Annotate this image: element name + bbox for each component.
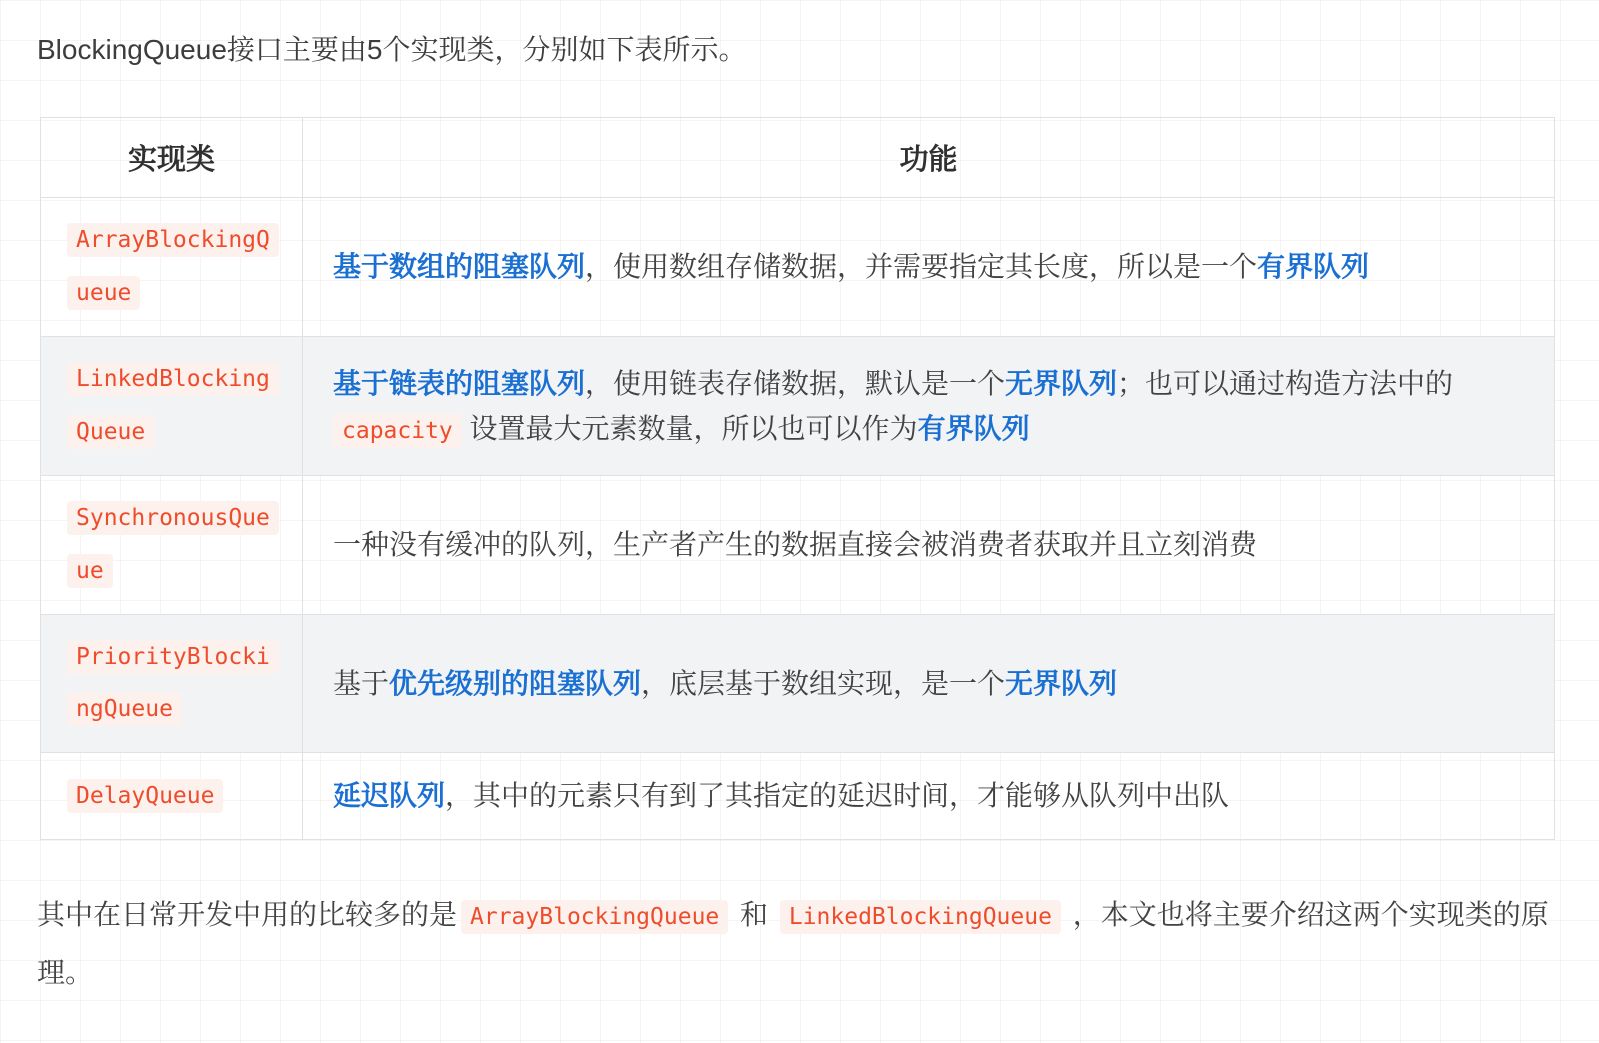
- class-name-cell: [41, 475, 303, 614]
- table-body: [41, 198, 1555, 839]
- class-name-code: ArrayBlockingQueue: [67, 223, 279, 310]
- description-cell: [303, 614, 1555, 753]
- table-row: [41, 336, 1555, 475]
- text-run: ，其中的元素只有到了其指定的延迟时间，才能够从队列中出队: [445, 780, 1230, 812]
- header-cell-function: 功能: [303, 118, 1555, 198]
- text-run: 一种没有缓冲的队列，生产者产生的数据直接会被消费者获取并且立刻消费: [333, 528, 1258, 560]
- keyword-highlight: 无界队列: [1005, 667, 1118, 699]
- keyword-highlight: 基于链表的阻塞队列: [333, 367, 586, 399]
- class-name-code: DelayQueue: [67, 779, 223, 813]
- class-name-cell: [41, 753, 303, 839]
- text-run: 其中在日常开发中用的比较多的是: [37, 898, 458, 930]
- implementations-table: [40, 117, 1555, 839]
- table-header-row: [41, 118, 1555, 198]
- description-cell: [303, 475, 1555, 614]
- inline-code: capacity: [333, 414, 462, 448]
- class-name-cell: [41, 336, 303, 475]
- keyword-highlight: 延迟队列: [333, 780, 446, 812]
- description-cell: [303, 753, 1555, 839]
- text-run: 基于: [333, 667, 390, 699]
- class-name-code: PriorityBlockingQueue: [67, 640, 279, 727]
- inline-code: LinkedBlockingQueue: [780, 900, 1061, 934]
- table-row: [41, 475, 1555, 614]
- description-cell: [303, 336, 1555, 475]
- class-name-cell: [41, 614, 303, 753]
- table-header: [41, 118, 1555, 198]
- header-cell-class: 实现类: [41, 118, 303, 198]
- table-row: [41, 614, 1555, 753]
- outro-paragraph: [37, 886, 1557, 1004]
- table-row: [41, 753, 1555, 839]
- text-run: ，底层基于数组实现，是一个: [641, 667, 1006, 699]
- class-name-code: SynchronousQueue: [67, 501, 279, 588]
- text-run: ；也可以通过构造方法中的: [1117, 367, 1454, 399]
- text-run: ，使用链表存储数据，默认是一个: [585, 367, 1006, 399]
- text-run: ，使用数组存储数据，并需要指定其长度，所以是一个: [585, 251, 1258, 283]
- class-name-code: LinkedBlockingQueue: [67, 362, 279, 449]
- inline-code: ArrayBlockingQueue: [461, 900, 728, 934]
- keyword-highlight: 基于数组的阻塞队列: [333, 251, 586, 283]
- text-run: 设置最大元素数量，所以也可以作为: [461, 412, 918, 444]
- class-name-cell: [41, 198, 303, 337]
- keyword-highlight: 有界队列: [917, 412, 1030, 444]
- keyword-highlight: 有界队列: [1257, 251, 1370, 283]
- text-run: 和: [732, 898, 776, 930]
- keyword-highlight: 优先级别的阻塞队列: [389, 667, 642, 699]
- description-cell: [303, 198, 1555, 337]
- text-run: ，本文也将主要介绍这两个实现类的原理。: [37, 898, 1549, 989]
- keyword-highlight: 无界队列: [1005, 367, 1118, 399]
- intro-paragraph: BlockingQueue接口主要由5个实现类，分别如下表所示。: [37, 34, 747, 65]
- table-row: [41, 198, 1555, 337]
